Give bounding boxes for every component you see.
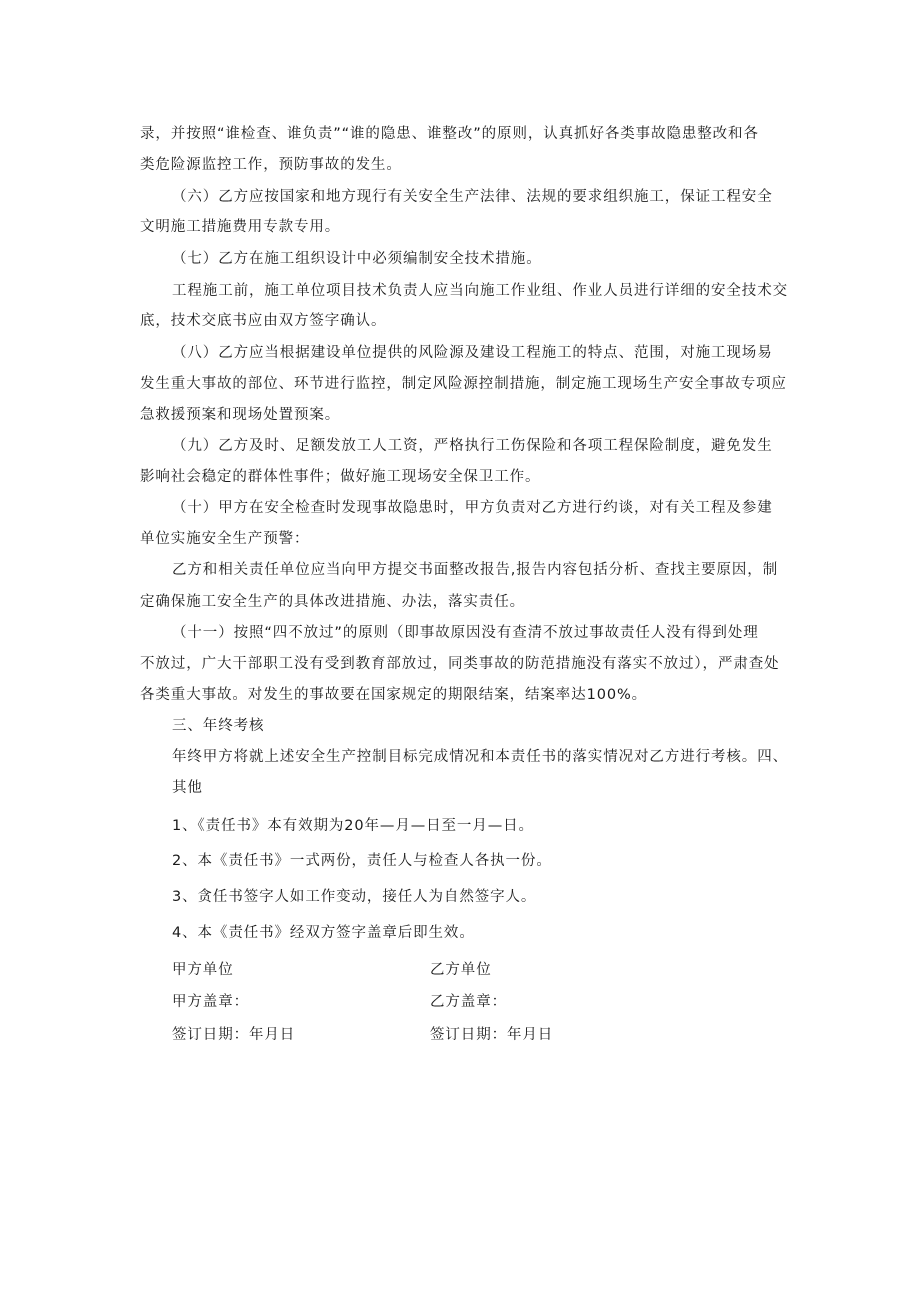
party-a-seal: 甲方盖章： (172, 994, 249, 1010)
text-line: （十）甲方在安全检查时发现事故隐患时，甲方负责对乙方进行约谈，对有关工程及参建 (172, 500, 773, 516)
text-line: 不放过，广大干部职工没有受到教育部放过，同类事故的防范措施没有落实不放过），严肃查处 (140, 656, 780, 672)
text-line: 影响社会稳定的群体性事件；做好施工现场安全保卫工作。 (140, 469, 541, 485)
text-line: 类危险源监控工作，预防事故的发生。 (140, 157, 402, 173)
text-line: 乙方和相关责任单位应当向甲方提交书面整改报告,报告内容包括分析、查找主要原因，制 (172, 562, 779, 578)
text-line: 发生重大事故的部位、环节进行监控，制定风险源控制措施，制定施工现场生产安全事故专项应 (140, 376, 787, 392)
party-b-seal: 乙方盖章： (430, 994, 507, 1010)
text-line: 定确保施工安全生产的具体改进措施、办法，落实责任。 (140, 594, 525, 610)
text-line: 各类重大事故。对发生的事故要在国家规定的期限结案，结案率达100%。 (140, 687, 648, 703)
list-item: 2、本《责任书》一式两份，责任人与检查人各执一份。 (172, 853, 552, 869)
section-heading: 其他 (172, 780, 203, 796)
text-line: （十一）按照“四不放过”的原则（即事故原因没有查清不放过事故责任人没有得到处理 (172, 625, 759, 641)
text-line: （九）乙方及时、足额发放工人工资，严格执行工伤保险和各项工程保险制度，避免发生 (172, 438, 773, 454)
text-line: 录，并按照“谁检查、谁负责”“谁的隐患、谁整改”的原则，认真抓好各类事故隐患整改和各 (140, 126, 759, 142)
text-line: 年终甲方将就上述安全生产控制目标完成情况和本责任书的落实情况对乙方进行考核。四、 (172, 749, 788, 765)
text-line: 单位实施安全生产预警： (140, 531, 310, 547)
text-line: （六）乙方应按国家和地方现行有关安全生产法律、法规的要求组织施工，保证工程安全 (172, 189, 773, 205)
text-line: 底，技术交底书应由双方签字确认。 (140, 313, 387, 329)
text-line: 文明施工措施费用专款专用。 (140, 219, 341, 235)
list-item: 3、贪任书签字人如工作变动，接任人为自然签字人。 (172, 889, 537, 905)
text-line: （七）乙方在施工组织设计中必须编制安全技术措施。 (172, 251, 542, 267)
party-b-unit: 乙方单位 (430, 962, 492, 978)
text-line: 工程施工前，施工单位项目技术负责人应当向施工作业组、作业人员进行详细的安全技术交 (172, 283, 788, 299)
text-line: 急救援预案和现场处置预案。 (140, 407, 341, 423)
list-item: 4、本《责任书》经双方签字盖章后即生效。 (172, 925, 475, 941)
section-heading: 三、年终考核 (172, 718, 265, 734)
party-a-date: 签订日期：年月日 (172, 1027, 296, 1043)
list-item: 1、《责任书》本有效期为20年—月—日至一月—日。 (172, 818, 534, 834)
party-a-unit: 甲方单位 (172, 962, 234, 978)
party-b-date: 签订日期：年月日 (430, 1027, 554, 1043)
text-line: （八）乙方应当根据建设单位提供的风险源及建设工程施工的特点、范围，对施工现场易 (172, 345, 773, 361)
